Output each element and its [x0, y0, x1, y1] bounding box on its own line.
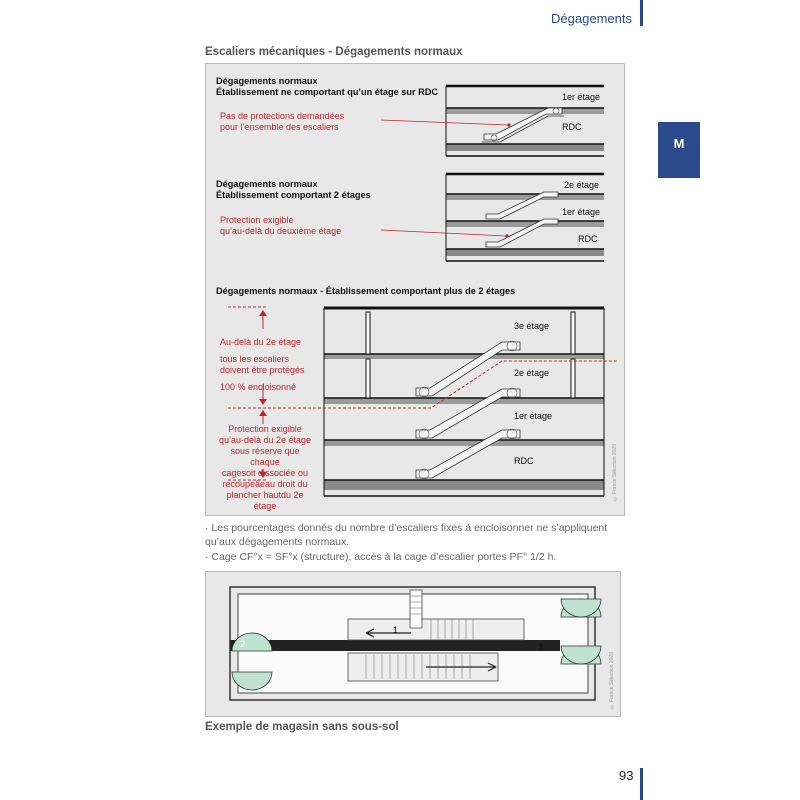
- d3-floor-rdc: RDC: [514, 456, 534, 466]
- diagram3-upper-note: Au-delà du 2e étage tous les escaliers doivent être protégés 100 % encloisonné: [220, 337, 305, 392]
- running-header: Dégagements: [551, 11, 632, 26]
- diagram2-title: Dégagements normaux Établissement comportant 2 étages: [216, 179, 371, 200]
- d1-floor-1er: 1er étage: [562, 92, 601, 102]
- plan-label-3: 3: [538, 642, 544, 652]
- note-item: · Les pourcentages donnés du nombre d’escaliers fixes à encloisonner ne s’appliquent qu’aux dégagements normaux.: [205, 522, 608, 548]
- diagram3-title: Dégagements normaux - Établissement comportant plus de 2 étages: [216, 286, 516, 296]
- figure-caption: Exemple de magasin sans sous-sol: [205, 721, 399, 733]
- d2-floor-1er: 1er étage: [562, 207, 601, 217]
- diagram3-copyright: © France Sélection 2020: [612, 444, 618, 502]
- page-number: 93: [619, 768, 634, 783]
- d3-floor-2e: 2e étage: [514, 368, 550, 378]
- note-item: · Cage CF°x = SF°x (structure), accès à la cage d’escalier portes PF° 1/2 h.: [205, 551, 557, 563]
- section-title: Escaliers mécaniques - Dégagements normaux: [205, 46, 463, 58]
- diagram1-title: Dégagements normaux Établissement ne comportant qu’un étage sur RDC: [216, 76, 439, 97]
- plan-copyright: © France Sélection 2020: [609, 652, 615, 710]
- header-rule: [640, 0, 643, 26]
- footer-rule: [640, 768, 643, 800]
- d1-floor-rdc: RDC: [562, 122, 582, 132]
- plan-label-1: 1: [393, 625, 399, 635]
- diagram3-lower-note: Protection exigible qu’au-delà du 2e étage sous réserve que chaque cagesoit dissociée ou recoupeâeau droit du plancher hautdu 2e étage: [218, 424, 312, 511]
- notes-list: [205, 521, 625, 565]
- chapter-tab: M: [658, 122, 700, 178]
- d3-floor-3e: 3e étage: [514, 321, 550, 331]
- d2-floor-2e: 2e étage: [564, 180, 600, 190]
- store-plan-panel: [205, 571, 621, 717]
- diagram2-note: Protection exigible qu’au-delà du deuxième étage: [220, 215, 342, 236]
- escalator-diagrams-panel: [205, 63, 625, 516]
- diagram1-note: Pas de protections demandées pour l’ensemble des escaliers: [220, 111, 345, 132]
- store-plan-artwork: [206, 572, 622, 718]
- d2-floor-rdc: RDC: [578, 234, 598, 244]
- plan-label-2: 2: [240, 639, 246, 649]
- d3-floor-1er: 1er étage: [514, 411, 553, 421]
